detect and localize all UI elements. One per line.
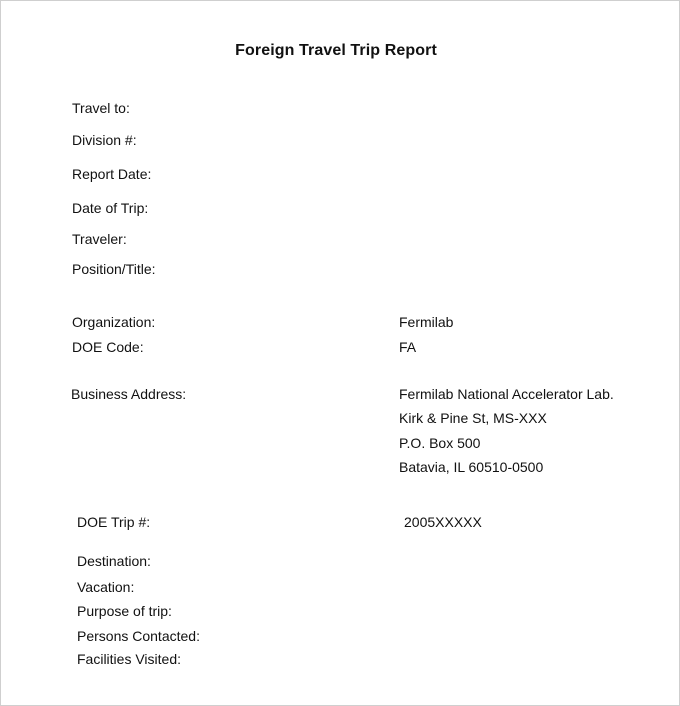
purpose-of-trip-label: Purpose of trip: [77, 603, 172, 619]
organization-value: Fermilab [399, 314, 454, 330]
traveler-label: Traveler: [72, 231, 127, 247]
business-address-line-4: Batavia, IL 60510-0500 [399, 459, 544, 475]
business-address-line-1: Fermilab National Accelerator Lab. [399, 386, 614, 402]
doe-code-label: DOE Code: [72, 339, 144, 355]
position-title-label: Position/Title: [72, 261, 156, 277]
doe-trip-value: 2005XXXXX [404, 514, 482, 530]
date-of-trip-label: Date of Trip: [72, 200, 149, 216]
vacation-label: Vacation: [77, 579, 135, 595]
facilities-visited-label: Facilities Visited: [77, 651, 182, 667]
document-title: Foreign Travel Trip Report [235, 42, 437, 59]
travel-to-label: Travel to: [72, 100, 130, 116]
destination-label: Destination: [77, 553, 151, 569]
business-address-label: Business Address: [71, 386, 187, 402]
persons-contacted-label: Persons Contacted: [77, 628, 200, 644]
report-date-label: Report Date: [72, 166, 152, 182]
business-address-line-3: P.O. Box 500 [399, 435, 481, 451]
organization-label: Organization: [72, 314, 156, 330]
doe-code-value: FA [399, 339, 417, 355]
doe-trip-label: DOE Trip #: [77, 514, 151, 530]
business-address-line-2: Kirk & Pine St, MS-XXX [399, 410, 547, 426]
division-number-label: Division #: [72, 132, 137, 148]
